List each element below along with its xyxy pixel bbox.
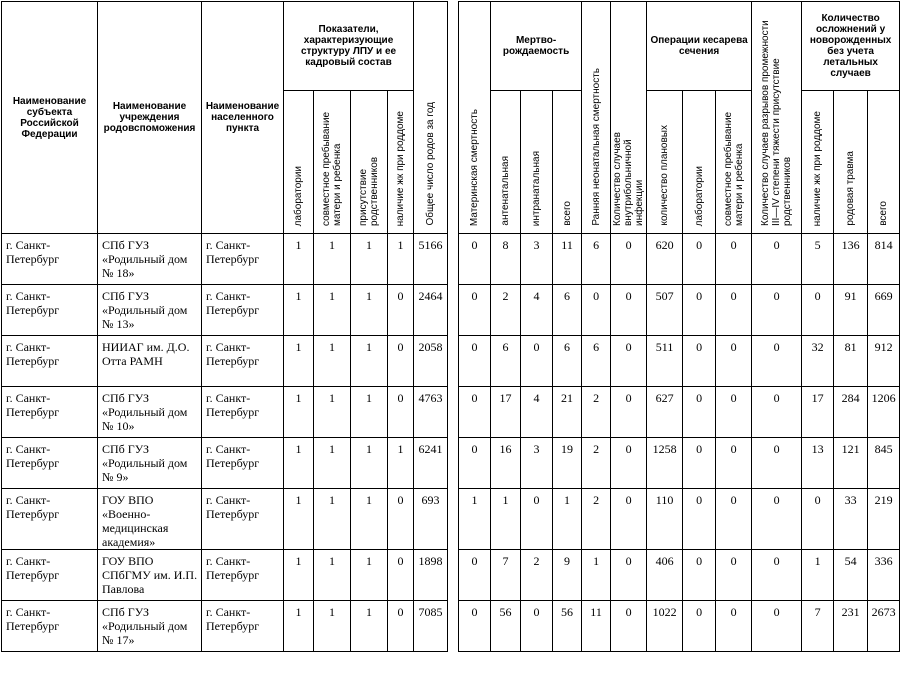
cell-ruptures: 0 (752, 550, 802, 601)
cell-ruptures: 0 (752, 387, 802, 438)
cell-comp-total: 845 (868, 438, 900, 489)
cell-intranatal: 0 (521, 601, 553, 652)
cell-infection: 0 (611, 601, 647, 652)
cell-early-neonatal: 6 (582, 234, 611, 285)
cell-cs-joint-stay: 0 (716, 285, 752, 336)
cell-birth-trauma: 54 (834, 550, 868, 601)
cell-early-neonatal: 2 (582, 489, 611, 550)
cell-institution: СПб ГУЗ «Родильный дом № 18» (98, 234, 202, 285)
cell-cs-lab: 0 (683, 489, 716, 550)
cell-joint-stay: 1 (314, 387, 351, 438)
cell-institution: ГОУ ВПО «Военно-медицинская академия» (98, 489, 202, 550)
cell-birth-trauma: 231 (834, 601, 868, 652)
cell-stillbirth-total: 21 (553, 387, 582, 438)
header-planned-label: количество плановых (659, 125, 671, 226)
cell-infection: 0 (611, 489, 647, 550)
cell-maternal-mortality: 0 (459, 550, 491, 601)
cell-institution: СПб ГУЗ «Родильный дом № 13» (98, 285, 202, 336)
cell-intranatal: 0 (521, 336, 553, 387)
cell-comp-icu: 1 (802, 550, 834, 601)
cell-cs-joint-stay: 0 (716, 601, 752, 652)
cell-birth-trauma: 91 (834, 285, 868, 336)
cell-joint-stay: 1 (314, 438, 351, 489)
cell-region: г. Санкт-Петербург (2, 438, 98, 489)
cell-intranatal: 4 (521, 285, 553, 336)
table-row (2, 601, 900, 652)
cell-joint-stay: 1 (314, 601, 351, 652)
cell-settlement: г. Санкт-Петербург (202, 234, 284, 285)
cell-settlement: г. Санкт-Петербург (202, 550, 284, 601)
cell-relatives: 1 (351, 387, 388, 438)
cell-cs-joint-stay: 0 (716, 438, 752, 489)
cell-relatives: 1 (351, 550, 388, 601)
cell-maternal-mortality: 1 (459, 489, 491, 550)
cell-early-neonatal: 0 (582, 285, 611, 336)
cell-infection: 0 (611, 550, 647, 601)
cell-comp-icu: 7 (802, 601, 834, 652)
cell-settlement: г. Санкт-Петербург (202, 438, 284, 489)
header-total-births-label: Общее число родов за год (425, 102, 437, 226)
cell-lab: 1 (284, 550, 314, 601)
cell-stillbirth-total: 56 (553, 601, 582, 652)
table-row (2, 285, 900, 336)
cell-antenatal: 8 (491, 234, 521, 285)
cell-antenatal: 17 (491, 387, 521, 438)
cell-relatives: 1 (351, 285, 388, 336)
header-cs-lab (683, 91, 716, 234)
cell-maternal-mortality: 0 (459, 336, 491, 387)
cell-icu: 0 (388, 387, 414, 438)
cell-comp-total: 912 (868, 336, 900, 387)
table-row (2, 387, 900, 438)
cell-birth-trauma: 33 (834, 489, 868, 550)
cell-ruptures: 0 (752, 601, 802, 652)
cell-antenatal: 6 (491, 336, 521, 387)
cell-antenatal: 7 (491, 550, 521, 601)
cell-lab: 1 (284, 489, 314, 550)
column-gap (448, 2, 459, 234)
cell-total-births: 7085 (414, 601, 448, 652)
cell-settlement: г. Санкт-Петербург (202, 336, 284, 387)
column-gap (448, 234, 459, 285)
cell-cs-joint-stay: 0 (716, 234, 752, 285)
header-early-neonatal-label: Ранняя неонатальная смертность (590, 68, 602, 226)
cell-icu: 0 (388, 601, 414, 652)
cell-stillbirth-total: 6 (553, 336, 582, 387)
cell-infection: 0 (611, 234, 647, 285)
header-total-births (414, 2, 448, 234)
table-row (2, 234, 900, 285)
cell-relatives: 1 (351, 234, 388, 285)
cell-total-births: 5166 (414, 234, 448, 285)
cell-cs-joint-stay: 0 (716, 387, 752, 438)
cell-comp-total: 336 (868, 550, 900, 601)
cell-region: г. Санкт-Петербург (2, 285, 98, 336)
cell-maternal-mortality: 0 (459, 387, 491, 438)
cell-joint-stay: 1 (314, 489, 351, 550)
cell-early-neonatal: 1 (582, 550, 611, 601)
table-row (2, 336, 900, 387)
cell-joint-stay: 1 (314, 234, 351, 285)
column-gap (448, 336, 459, 387)
cell-lab: 1 (284, 438, 314, 489)
cell-cs-lab: 0 (683, 336, 716, 387)
cell-region: г. Санкт-Петербург (2, 489, 98, 550)
cell-icu: 0 (388, 489, 414, 550)
cell-lab: 1 (284, 234, 314, 285)
header-joint-stay-label: совместное пребывание матери и ребенка (321, 111, 343, 226)
cell-infection: 0 (611, 387, 647, 438)
header-antenatal-label: антенатальная (500, 156, 512, 226)
cell-comp-total: 219 (868, 489, 900, 550)
header-ruptures-label: Количество случаев разрывов промежности III—IV степени тяжести присутствие родственников (760, 20, 794, 226)
cell-intranatal: 0 (521, 489, 553, 550)
cell-lab: 1 (284, 336, 314, 387)
cell-planned: 406 (647, 550, 683, 601)
cell-intranatal: 2 (521, 550, 553, 601)
cell-relatives: 1 (351, 489, 388, 550)
cell-planned: 511 (647, 336, 683, 387)
cell-region: г. Санкт-Петербург (2, 336, 98, 387)
cell-cs-lab: 0 (683, 234, 716, 285)
header-stillbirth-total-label: всего (561, 201, 573, 226)
cell-settlement: г. Санкт-Петербург (202, 387, 284, 438)
cell-joint-stay: 1 (314, 336, 351, 387)
column-gap (448, 285, 459, 336)
cell-comp-icu: 13 (802, 438, 834, 489)
cell-comp-total: 1206 (868, 387, 900, 438)
cell-ruptures: 0 (752, 285, 802, 336)
cell-intranatal: 3 (521, 438, 553, 489)
cell-comp-total: 814 (868, 234, 900, 285)
header-complications-group: Количество осложнений у новорожденных без учета летальных случаев (802, 2, 900, 91)
cell-total-births: 6241 (414, 438, 448, 489)
cell-relatives: 1 (351, 438, 388, 489)
cell-birth-trauma: 136 (834, 234, 868, 285)
header-planned (647, 91, 683, 234)
header-icu-label: наличие жк при роддоме (395, 110, 407, 226)
cell-early-neonatal: 2 (582, 438, 611, 489)
column-gap (448, 601, 459, 652)
cell-planned: 507 (647, 285, 683, 336)
cell-maternal-mortality: 0 (459, 234, 491, 285)
cell-stillbirth-total: 9 (553, 550, 582, 601)
cell-institution: СПб ГУЗ «Родильный дом № 10» (98, 387, 202, 438)
cell-cs-lab: 0 (683, 387, 716, 438)
column-gap (448, 387, 459, 438)
cell-early-neonatal: 11 (582, 601, 611, 652)
table-row (2, 489, 900, 550)
cell-comp-icu: 32 (802, 336, 834, 387)
header-institution: Наименование учреждения родовспоможения (98, 2, 202, 234)
cell-comp-icu: 0 (802, 285, 834, 336)
header-lab (284, 91, 314, 234)
header-maternal-mortality (459, 2, 491, 234)
header-intranatal (521, 91, 553, 234)
cell-settlement: г. Санкт-Петербург (202, 285, 284, 336)
cell-comp-total: 669 (868, 285, 900, 336)
cell-maternal-mortality: 0 (459, 285, 491, 336)
header-antenatal (491, 91, 521, 234)
cell-planned: 1258 (647, 438, 683, 489)
cell-total-births: 2464 (414, 285, 448, 336)
cell-ruptures: 0 (752, 438, 802, 489)
cell-early-neonatal: 6 (582, 336, 611, 387)
cell-ruptures: 0 (752, 234, 802, 285)
cell-antenatal: 1 (491, 489, 521, 550)
cell-planned: 110 (647, 489, 683, 550)
cell-institution: ГОУ ВПО СПбГМУ им. И.П. Павлова (98, 550, 202, 601)
header-settlement: Наименование населенного пункта (202, 2, 284, 234)
header-region: Наименование субъекта Российской Федерации (2, 2, 98, 234)
header-early-neonatal (582, 2, 611, 234)
cell-infection: 0 (611, 285, 647, 336)
cell-cs-lab: 0 (683, 285, 716, 336)
cell-early-neonatal: 2 (582, 387, 611, 438)
cell-settlement: г. Санкт-Петербург (202, 489, 284, 550)
cell-lab: 1 (284, 387, 314, 438)
header-relatives (351, 91, 388, 234)
header-comp-total-label: всего (878, 201, 890, 226)
header-relatives-label: присутствие родственников (358, 156, 380, 226)
cell-region: г. Санкт-Петербург (2, 550, 98, 601)
cell-icu: 1 (388, 234, 414, 285)
cell-icu: 0 (388, 285, 414, 336)
header-stillbirth-group: Мертво-рождаемость (491, 2, 582, 91)
header-joint-stay (314, 91, 351, 234)
cell-total-births: 693 (414, 489, 448, 550)
cell-infection: 0 (611, 438, 647, 489)
cell-antenatal: 2 (491, 285, 521, 336)
cell-antenatal: 16 (491, 438, 521, 489)
cell-region: г. Санкт-Петербург (2, 234, 98, 285)
cell-relatives: 1 (351, 336, 388, 387)
header-ruptures (752, 2, 802, 234)
cell-ruptures: 0 (752, 336, 802, 387)
cell-comp-total: 2673 (868, 601, 900, 652)
header-icu (388, 91, 414, 234)
header-lab-label: лаборатории (293, 165, 304, 226)
header-comp-icu-label: наличие жк при роддоме (812, 110, 824, 226)
header-cesarean-group: Операции кесарева сечения (647, 2, 752, 91)
cell-comp-icu: 5 (802, 234, 834, 285)
cell-total-births: 1898 (414, 550, 448, 601)
cell-intranatal: 3 (521, 234, 553, 285)
cell-cs-joint-stay: 0 (716, 336, 752, 387)
cell-maternal-mortality: 0 (459, 601, 491, 652)
cell-birth-trauma: 284 (834, 387, 868, 438)
cell-lab: 1 (284, 285, 314, 336)
cell-birth-trauma: 81 (834, 336, 868, 387)
cell-joint-stay: 1 (314, 550, 351, 601)
table-row (2, 550, 900, 601)
cell-ruptures: 0 (752, 489, 802, 550)
cell-cs-joint-stay: 0 (716, 489, 752, 550)
cell-cs-lab: 0 (683, 601, 716, 652)
cell-institution: СПб ГУЗ «Родильный дом № 9» (98, 438, 202, 489)
cell-infection: 0 (611, 336, 647, 387)
header-infection-label: Количество случаев внутрибольничной инфекции (612, 132, 646, 226)
cell-icu: 0 (388, 550, 414, 601)
cell-icu: 0 (388, 336, 414, 387)
cell-stillbirth-total: 1 (553, 489, 582, 550)
column-gap (448, 438, 459, 489)
cell-stillbirth-total: 19 (553, 438, 582, 489)
cell-cs-lab: 0 (683, 438, 716, 489)
column-gap (448, 489, 459, 550)
cell-icu: 1 (388, 438, 414, 489)
cell-planned: 620 (647, 234, 683, 285)
cell-comp-icu: 17 (802, 387, 834, 438)
header-intranatal-label: интранатальная (531, 150, 543, 226)
header-cs-joint-stay-label: совместное пребывание матери и ребенка (722, 111, 745, 226)
header-comp-icu (802, 91, 834, 234)
cell-total-births: 2058 (414, 336, 448, 387)
cell-maternal-mortality: 0 (459, 438, 491, 489)
header-cs-lab-label: лаборатории (693, 165, 705, 226)
cell-stillbirth-total: 11 (553, 234, 582, 285)
cell-relatives: 1 (351, 601, 388, 652)
cell-total-births: 4763 (414, 387, 448, 438)
cell-settlement: г. Санкт-Петербург (202, 601, 284, 652)
cell-planned: 1022 (647, 601, 683, 652)
maternity-statistics-table (1, 1, 900, 652)
cell-planned: 627 (647, 387, 683, 438)
cell-intranatal: 4 (521, 387, 553, 438)
cell-cs-joint-stay: 0 (716, 550, 752, 601)
header-maternal-mortality-label: Материнская смертность (469, 108, 481, 226)
cell-joint-stay: 1 (314, 285, 351, 336)
header-comp-total (868, 91, 900, 234)
cell-antenatal: 56 (491, 601, 521, 652)
cell-region: г. Санкт-Петербург (2, 387, 98, 438)
cell-cs-lab: 0 (683, 550, 716, 601)
cell-stillbirth-total: 6 (553, 285, 582, 336)
header-cs-joint-stay (716, 91, 752, 234)
cell-institution: НИИАГ им. Д.О. Отта РАМН (98, 336, 202, 387)
header-infection (611, 2, 647, 234)
cell-lab: 1 (284, 601, 314, 652)
header-indicators-group: Показатели, характеризующие структуру ЛПУ и ее кадровый состав (284, 2, 414, 91)
header-birth-trauma (834, 91, 868, 234)
cell-institution: СПб ГУЗ «Родильный дом № 17» (98, 601, 202, 652)
cell-comp-icu: 0 (802, 489, 834, 550)
table-row (2, 438, 900, 489)
column-gap (448, 550, 459, 601)
cell-birth-trauma: 121 (834, 438, 868, 489)
header-birth-trauma-label: родовая травма (845, 151, 857, 226)
cell-region: г. Санкт-Петербург (2, 601, 98, 652)
header-stillbirth-total (553, 91, 582, 234)
